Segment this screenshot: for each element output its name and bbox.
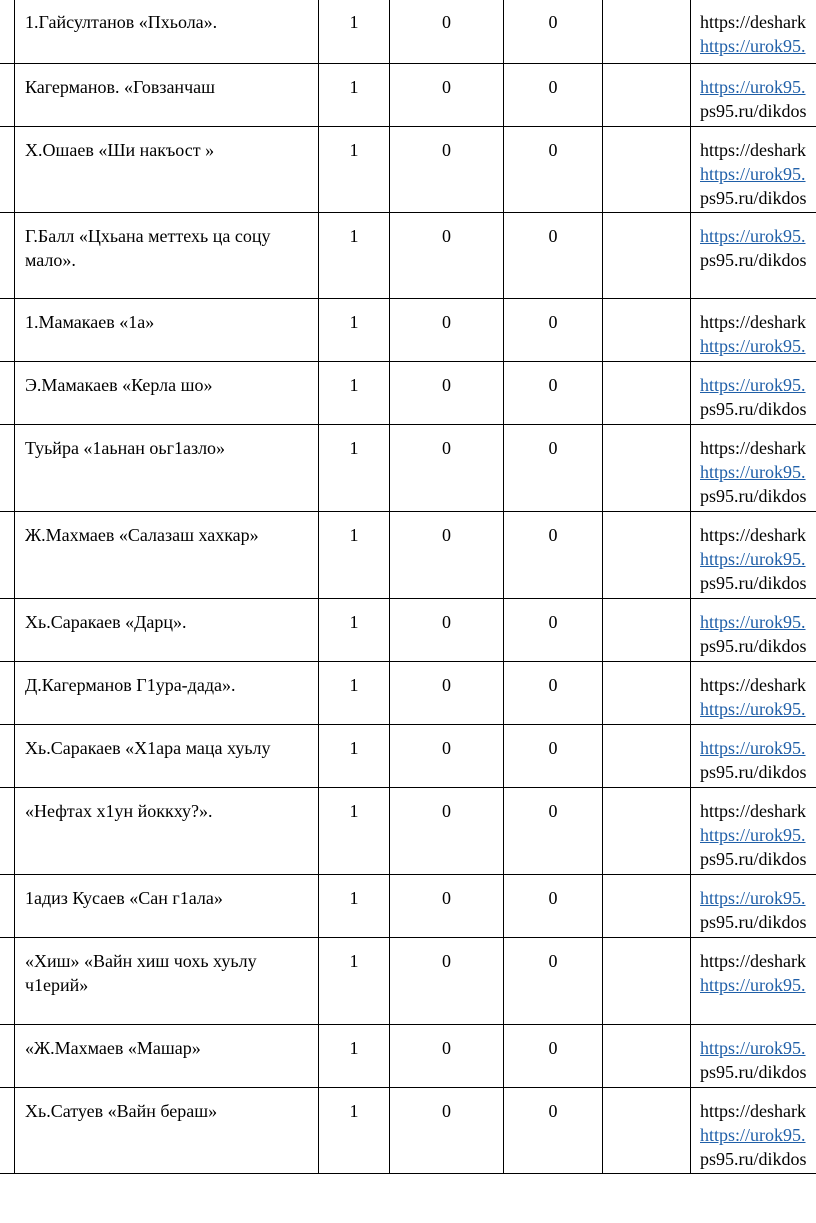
resource-link[interactable]: https://urok95. bbox=[700, 738, 806, 758]
date-cell bbox=[603, 662, 691, 725]
row-number-cell bbox=[0, 512, 15, 599]
table-row bbox=[0, 662, 816, 725]
table-row bbox=[0, 1088, 816, 1174]
date-cell bbox=[603, 875, 691, 938]
table-row bbox=[0, 213, 816, 299]
lesson-title: 1.Мамакаев «1а» bbox=[15, 299, 319, 362]
date-cell bbox=[603, 788, 691, 875]
table-row bbox=[0, 725, 816, 788]
row-number-cell bbox=[0, 875, 15, 938]
lesson-title: Х.Ошаев «Ши накъост » bbox=[15, 127, 319, 213]
hours-control: 0 bbox=[390, 938, 504, 1025]
resource-text: ps95.ru/dikdos bbox=[700, 250, 807, 270]
table-row bbox=[0, 299, 816, 362]
hours-total: 1 bbox=[319, 662, 390, 725]
resource-link[interactable]: https://urok95. bbox=[700, 1038, 806, 1058]
resource-text: https://deshark bbox=[700, 801, 806, 821]
resources-cell bbox=[691, 599, 816, 662]
hours-control: 0 bbox=[390, 0, 504, 64]
resource-link[interactable]: https://urok95. bbox=[700, 375, 806, 395]
hours-total: 1 bbox=[319, 299, 390, 362]
date-cell bbox=[603, 127, 691, 213]
hours-practice: 0 bbox=[504, 1088, 603, 1174]
hours-total: 1 bbox=[319, 362, 390, 425]
hours-total: 1 bbox=[319, 725, 390, 788]
row-number-cell bbox=[0, 938, 15, 1025]
row-number-cell bbox=[0, 0, 15, 64]
lesson-title: Д.Кагерманов Г1ура-дада». bbox=[15, 662, 319, 725]
date-cell bbox=[603, 599, 691, 662]
resource-text: https://deshark bbox=[700, 312, 806, 332]
hours-control: 0 bbox=[390, 875, 504, 938]
hours-control: 0 bbox=[390, 599, 504, 662]
table-row bbox=[0, 0, 816, 64]
resource-text: ps95.ru/dikdos bbox=[700, 486, 807, 506]
table-row bbox=[0, 599, 816, 662]
date-cell bbox=[603, 299, 691, 362]
hours-control: 0 bbox=[390, 64, 504, 127]
resources-cell bbox=[691, 213, 816, 299]
lesson-title: Ж.Махмаев «Салазаш хахкар» bbox=[15, 512, 319, 599]
resource-text: ps95.ru/dikdos bbox=[700, 101, 807, 121]
resource-text: ps95.ru/dikdos bbox=[700, 762, 807, 782]
hours-practice: 0 bbox=[504, 512, 603, 599]
date-cell bbox=[603, 725, 691, 788]
resource-link[interactable]: https://urok95. bbox=[700, 226, 806, 246]
resource-link[interactable]: https://urok95. bbox=[700, 77, 806, 97]
date-cell bbox=[603, 213, 691, 299]
hours-practice: 0 bbox=[504, 599, 603, 662]
row-number-cell bbox=[0, 425, 15, 512]
table-row bbox=[0, 64, 816, 127]
row-number-cell bbox=[0, 213, 15, 299]
hours-practice: 0 bbox=[504, 0, 603, 64]
row-number-cell bbox=[0, 127, 15, 213]
resource-text: ps95.ru/dikdos bbox=[700, 1149, 807, 1169]
row-number-cell bbox=[0, 1088, 15, 1174]
hours-practice: 0 bbox=[504, 938, 603, 1025]
date-cell bbox=[603, 938, 691, 1025]
resources-cell bbox=[691, 662, 816, 725]
resource-link[interactable]: https://urok95. bbox=[700, 612, 806, 632]
resource-link[interactable]: https://urok95. bbox=[700, 825, 806, 845]
hours-total: 1 bbox=[319, 938, 390, 1025]
resources-cell bbox=[691, 127, 816, 213]
table-row bbox=[0, 512, 816, 599]
resource-link[interactable]: https://urok95. bbox=[700, 975, 806, 995]
resource-text: https://deshark bbox=[700, 12, 806, 32]
table-row bbox=[0, 362, 816, 425]
hours-control: 0 bbox=[390, 425, 504, 512]
resource-link[interactable]: https://urok95. bbox=[700, 888, 806, 908]
hours-practice: 0 bbox=[504, 662, 603, 725]
lesson-title: Хь.Саракаев «Дарц». bbox=[15, 599, 319, 662]
lesson-title: Г.Балл «Цхьана меттехь ца соцу мало». bbox=[15, 213, 319, 299]
hours-control: 0 bbox=[390, 299, 504, 362]
row-number-cell bbox=[0, 64, 15, 127]
resource-text: https://deshark bbox=[700, 951, 806, 971]
hours-practice: 0 bbox=[504, 1025, 603, 1088]
resource-link[interactable]: https://urok95. bbox=[700, 699, 806, 719]
resource-text: ps95.ru/dikdos bbox=[700, 188, 807, 208]
resources-cell bbox=[691, 1025, 816, 1088]
hours-practice: 0 bbox=[504, 725, 603, 788]
resource-text: ps95.ru/dikdos bbox=[700, 573, 807, 593]
date-cell bbox=[603, 425, 691, 512]
hours-practice: 0 bbox=[504, 362, 603, 425]
date-cell bbox=[603, 1025, 691, 1088]
row-number-cell bbox=[0, 599, 15, 662]
table-row bbox=[0, 425, 816, 512]
resource-text: https://deshark bbox=[700, 438, 806, 458]
date-cell bbox=[603, 1088, 691, 1174]
hours-total: 1 bbox=[319, 64, 390, 127]
row-number-cell bbox=[0, 725, 15, 788]
resources-cell bbox=[691, 1088, 816, 1174]
resources-cell bbox=[691, 64, 816, 127]
row-number-cell bbox=[0, 788, 15, 875]
lesson-title: «Хиш» «Вайн хиш чохь хуьлу ч1ерий» bbox=[15, 938, 319, 1025]
hours-total: 1 bbox=[319, 127, 390, 213]
date-cell bbox=[603, 362, 691, 425]
resource-link[interactable]: https://urok95. bbox=[700, 1125, 806, 1145]
table-row bbox=[0, 938, 816, 1025]
hours-total: 1 bbox=[319, 512, 390, 599]
resources-cell bbox=[691, 425, 816, 512]
hours-practice: 0 bbox=[504, 213, 603, 299]
resource-link[interactable]: https://urok95. bbox=[700, 164, 806, 184]
hours-total: 1 bbox=[319, 788, 390, 875]
lesson-title: «Ж.Махмаев «Машар» bbox=[15, 1025, 319, 1088]
row-number-cell bbox=[0, 662, 15, 725]
lesson-title: 1адиз Кусаев «Сан г1ала» bbox=[15, 875, 319, 938]
hours-total: 1 bbox=[319, 1088, 390, 1174]
lesson-title: Хь.Сатуев «Вайн бераш» bbox=[15, 1088, 319, 1174]
row-number-cell bbox=[0, 362, 15, 425]
table-row bbox=[0, 788, 816, 875]
resources-cell bbox=[691, 512, 816, 599]
row-number-cell bbox=[0, 1025, 15, 1088]
hours-practice: 0 bbox=[504, 425, 603, 512]
resource-text: ps95.ru/dikdos bbox=[700, 912, 807, 932]
hours-control: 0 bbox=[390, 213, 504, 299]
lesson-title: 1.Гайсултанов «Пхьола». bbox=[15, 0, 319, 64]
resource-text: ps95.ru/dikdos bbox=[700, 1062, 807, 1082]
resource-text: ps95.ru/dikdos bbox=[700, 636, 807, 656]
resources-cell bbox=[691, 362, 816, 425]
lesson-title: Туьйра «1аьнан оьг1азло» bbox=[15, 425, 319, 512]
hours-total: 1 bbox=[319, 599, 390, 662]
hours-control: 0 bbox=[390, 788, 504, 875]
table-row bbox=[0, 875, 816, 938]
hours-control: 0 bbox=[390, 1088, 504, 1174]
resource-text: https://deshark bbox=[700, 1101, 806, 1121]
hours-control: 0 bbox=[390, 725, 504, 788]
resources-cell bbox=[691, 875, 816, 938]
hours-practice: 0 bbox=[504, 64, 603, 127]
lesson-title: «Нефтах х1ун йоккху?». bbox=[15, 788, 319, 875]
hours-total: 1 bbox=[319, 0, 390, 64]
resources-cell bbox=[691, 938, 816, 1025]
resource-link[interactable]: https://urok95. bbox=[700, 462, 806, 482]
date-cell bbox=[603, 0, 691, 64]
hours-control: 0 bbox=[390, 127, 504, 213]
resource-text: ps95.ru/dikdos bbox=[700, 849, 807, 869]
resource-link[interactable]: https://urok95. bbox=[700, 549, 806, 569]
hours-practice: 0 bbox=[504, 127, 603, 213]
hours-control: 0 bbox=[390, 1025, 504, 1088]
resources-cell bbox=[691, 299, 816, 362]
table-row bbox=[0, 1025, 816, 1088]
resource-text: https://deshark bbox=[700, 675, 806, 695]
hours-practice: 0 bbox=[504, 788, 603, 875]
hours-control: 0 bbox=[390, 512, 504, 599]
row-number-cell bbox=[0, 299, 15, 362]
hours-control: 0 bbox=[390, 662, 504, 725]
lesson-title: Э.Мамакаев «Керла шо» bbox=[15, 362, 319, 425]
lesson-title: Хь.Саракаев «Х1ара маца хуьлу bbox=[15, 725, 319, 788]
lesson-title: Кагерманов. «Говзанчаш bbox=[15, 64, 319, 127]
resources-cell bbox=[691, 725, 816, 788]
resources-cell bbox=[691, 788, 816, 875]
hours-total: 1 bbox=[319, 1025, 390, 1088]
resources-cell bbox=[691, 0, 816, 64]
resource-text: ps95.ru/dikdos bbox=[700, 399, 807, 419]
resource-link[interactable]: https://urok95. bbox=[700, 336, 806, 356]
resource-text: https://deshark bbox=[700, 140, 806, 160]
table-row bbox=[0, 127, 816, 213]
date-cell bbox=[603, 512, 691, 599]
resource-link[interactable]: https://urok95. bbox=[700, 36, 806, 56]
hours-practice: 0 bbox=[504, 875, 603, 938]
resource-text: https://deshark bbox=[700, 525, 806, 545]
hours-total: 1 bbox=[319, 875, 390, 938]
hours-practice: 0 bbox=[504, 299, 603, 362]
hours-total: 1 bbox=[319, 425, 390, 512]
hours-total: 1 bbox=[319, 213, 390, 299]
hours-control: 0 bbox=[390, 362, 504, 425]
date-cell bbox=[603, 64, 691, 127]
